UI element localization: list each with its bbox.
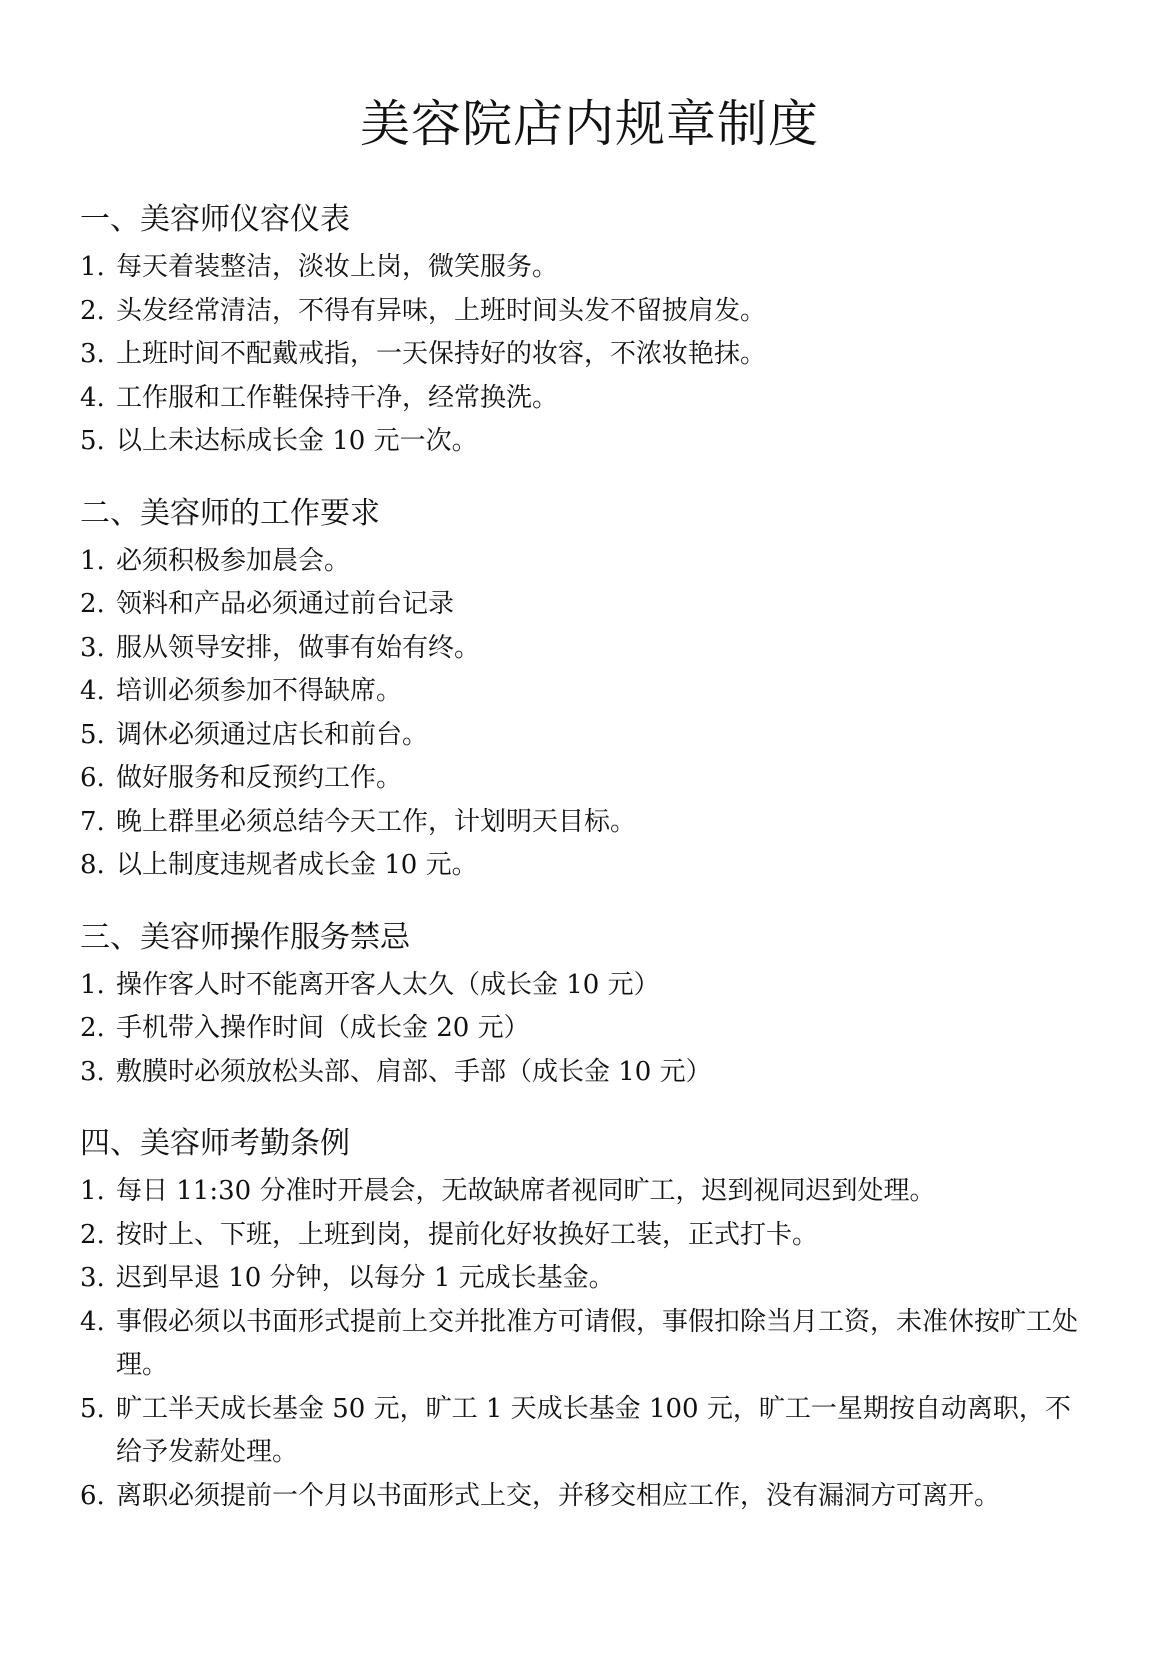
rule-item (80, 1301, 1099, 1388)
document-title: 美容院店内规章制度 (360, 95, 819, 153)
rule-text: 必须积极参加晨会。 (116, 545, 351, 576)
rule-text: 离职必须提前一个月以书面形式上交，并移交相应工作，没有漏洞方可离开。 (116, 1480, 1001, 1511)
rule-text: 工作服和工作鞋保持干净，经常换洗。 (116, 382, 559, 413)
section-heading: 一、美容师仪容仪表 (80, 202, 350, 237)
rule-text: 每日 11:30 分准时开晨会，无故缺席者视同旷工，迟到视同迟到处理。 (116, 1176, 936, 1206)
rule-item (80, 583, 1099, 627)
rule-number: 2. (80, 295, 105, 326)
section-attendance (80, 1122, 1099, 1518)
rule-text: 敷膜时必须放松头部、肩部、手部（成长金 10 元） (116, 1056, 712, 1087)
rule-text: 每天着装整洁，淡妆上岗，微笑服务。 (116, 252, 559, 282)
rule-number: 6. (80, 1480, 105, 1511)
rule-number: 5. (80, 719, 105, 750)
rule-text: 旷工半天成长基金 50 元，旷工 1 天成长基金 100 元，旷工一星期按自动离职，不给予发薪处理。 (116, 1393, 1071, 1467)
rule-number: 2. (80, 1013, 105, 1043)
rule-item (80, 1257, 1099, 1301)
rule-text: 领料和产品必须通过前台记录 (116, 589, 455, 619)
rule-item (80, 333, 1099, 377)
rule-number: 3. (80, 339, 105, 369)
rule-number: 5. (80, 1393, 105, 1424)
rule-text: 晚上群里必须总结今天工作，计划明天目标。 (116, 806, 637, 837)
section-appearance (80, 198, 1099, 464)
rule-item (80, 290, 1099, 334)
rule-text: 事假必须以书面形式提前上交并批准方可请假，事假扣除当月工资，未准休按旷工处理。 (116, 1306, 1079, 1380)
rule-item (80, 670, 1099, 714)
rule-item (80, 1051, 1099, 1095)
rule-number: 1. (80, 252, 105, 282)
rule-number: 3. (80, 1263, 105, 1293)
rule-text: 头发经常清洁，不得有异味，上班时间头发不留披肩发。 (116, 295, 767, 326)
rule-number: 3. (80, 1056, 105, 1087)
rule-text: 手机带入操作时间（成长金 20 元） (116, 1013, 530, 1043)
rule-item (80, 1007, 1099, 1051)
rule-text: 操作客人时不能离开客人太久（成长金 10 元） (116, 969, 660, 1000)
rule-item (80, 844, 1099, 888)
section-heading: 二、美容师的工作要求 (80, 495, 380, 531)
rule-item (80, 1475, 1099, 1519)
rule-number: 3. (80, 632, 105, 663)
rule-number: 4. (80, 382, 105, 413)
rule-number: 2. (80, 1219, 105, 1250)
section-work-requirements (80, 492, 1099, 888)
rule-item (80, 1170, 1099, 1214)
rule-number: 7. (80, 806, 105, 837)
rule-text: 做好服务和反预约工作。 (116, 763, 403, 793)
rule-text: 上班时间不配戴戒指，一天保持好的妆容，不浓妆艳抹。 (116, 339, 767, 369)
rule-list (80, 964, 1099, 1095)
rule-item (80, 964, 1099, 1008)
rule-item (80, 1214, 1099, 1258)
rule-item (80, 757, 1099, 801)
rule-item (80, 801, 1099, 845)
rule-item (80, 1388, 1099, 1475)
rule-number: 1. (80, 969, 105, 1000)
rule-number: 6. (80, 763, 105, 793)
section-heading: 三、美容师操作服务禁忌 (80, 919, 410, 955)
rule-list (80, 540, 1099, 888)
rule-item (80, 246, 1099, 290)
rule-list (80, 246, 1099, 464)
rule-text: 以上未达标成长金 10 元一次。 (116, 426, 478, 456)
rule-text: 迟到早退 10 分钟，以每分 1 元成长基金。 (116, 1263, 615, 1293)
rule-item (80, 377, 1099, 421)
rule-text: 调休必须通过店长和前台。 (116, 719, 429, 750)
section-heading: 四、美容师考勤条例 (80, 1126, 350, 1161)
rule-number: 4. (80, 1306, 105, 1337)
rule-text: 以上制度违规者成长金 10 元。 (116, 850, 478, 880)
rule-text: 服从领导安排，做事有始有终。 (116, 632, 481, 663)
rule-item (80, 627, 1099, 671)
rule-item (80, 714, 1099, 758)
section-service-taboos (80, 916, 1099, 1095)
rule-item (80, 420, 1099, 464)
rule-number: 4. (80, 676, 105, 706)
rule-number: 1. (80, 545, 105, 576)
rule-text: 按时上、下班，上班到岗，提前化好妆换好工装，正式打卡。 (116, 1219, 819, 1250)
rule-item (80, 540, 1099, 584)
rule-text: 培训必须参加不得缺席。 (116, 676, 403, 706)
rule-number: 5. (80, 426, 105, 456)
rule-list (80, 1170, 1099, 1518)
rule-number: 2. (80, 589, 105, 619)
rule-number: 1. (80, 1176, 105, 1206)
rule-number: 8. (80, 850, 105, 880)
